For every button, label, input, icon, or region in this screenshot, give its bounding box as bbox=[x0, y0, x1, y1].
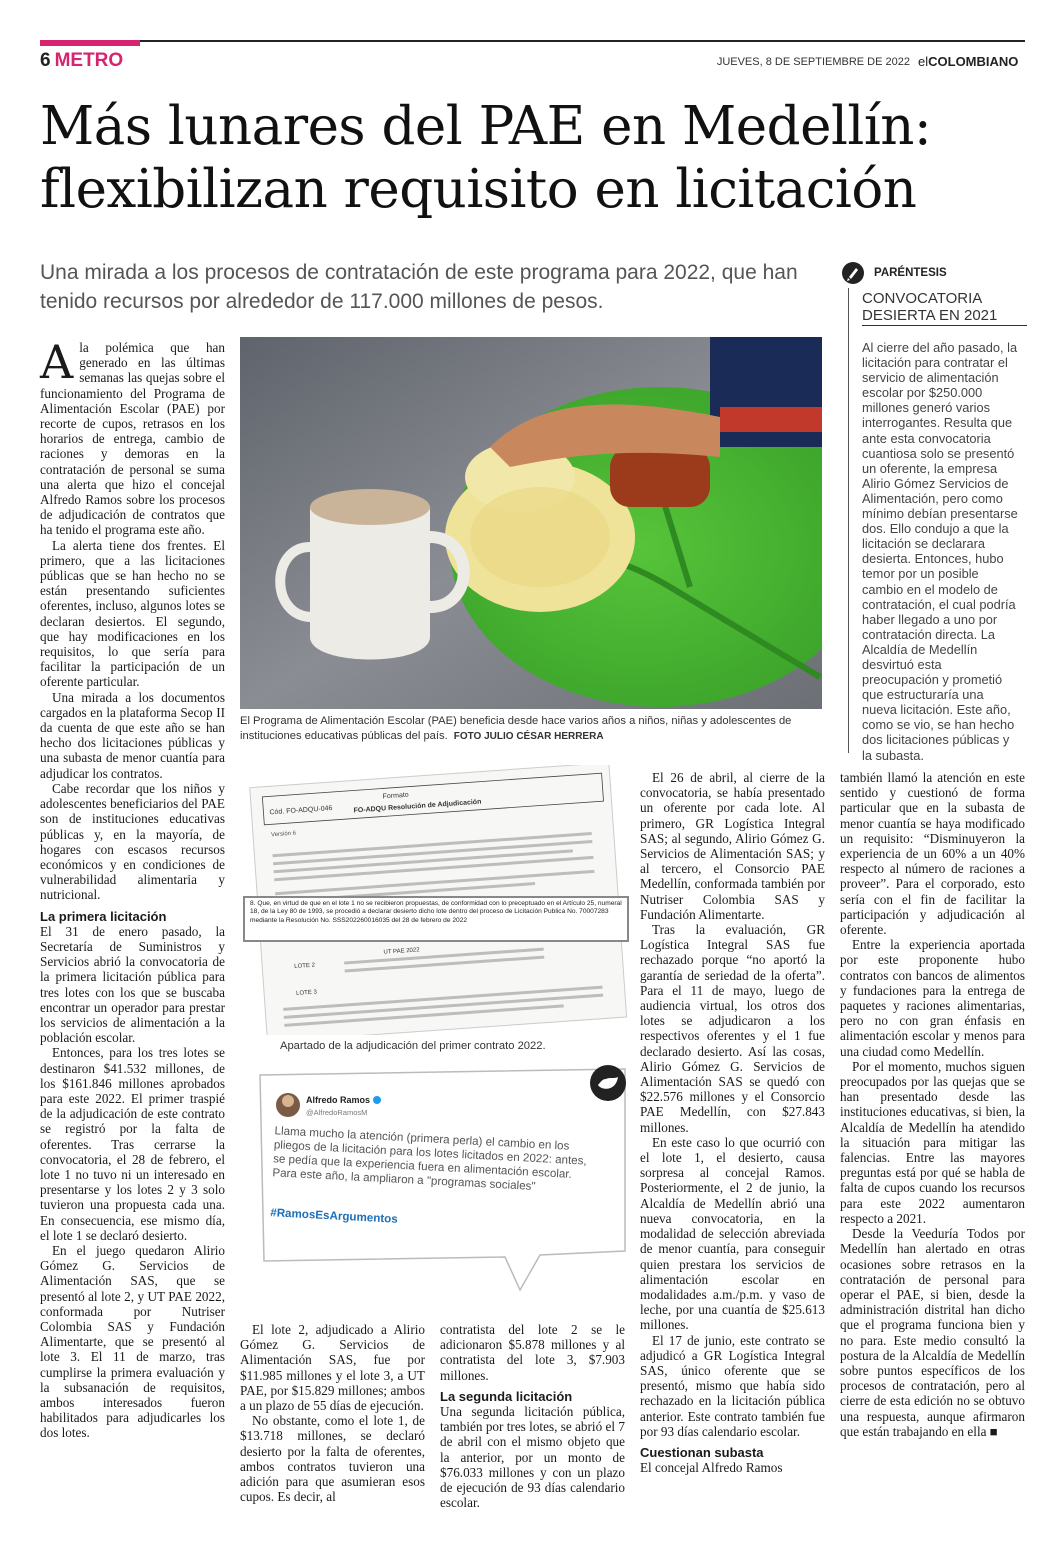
paragraph: El 31 de enero pasado, la Secretaría de Suministros y Servicios abrió la convocatoria de la primera licitación pública para tres lotes con los que se buscaba encontrar un operador para prestar los servicios de alimentación a la población escolar. bbox=[40, 923, 225, 1046]
subheading-first-tender: La primera licitación bbox=[40, 908, 167, 924]
section-accent-bar bbox=[40, 40, 140, 46]
deck: Una mirada a los procesos de contratación de este programa para 2022, que han tenido recursos por alrededor de 117.000 millones de pesos. bbox=[40, 261, 798, 313]
paragraph: Tras la evaluación, GR Logística Integral SAS fue rechazado porque “no aportó la garantía de seriedad de la oferta”. Para el 11 de mayo, luego de audiencia virtual, los otros dos lotes se adjudicaron a los respectivos oferentes y el 1 fue declarado desierto. Así las cosas, Alirio Gómez G. Servicios de Alimentación SAS se quedó con $22.576 millones y el Consorcio PAE Medellín, con $27.843 millones. bbox=[640, 922, 825, 1135]
school-meal-photo bbox=[240, 337, 822, 709]
document-excerpt-image bbox=[240, 765, 632, 1035]
article-column-3 bbox=[440, 1322, 625, 1510]
paragraph: El 26 de abril, al cierre de la convocatoria, se había presentado un oferente por cada lote. Al primero, GR Logística Integral SAS; al segundo, Alirio Gómez G. Servicios de Alimentación SAS; y al tercero, el Consorcio PAE Medellín, conformada también por Nutriser Colombia SAS y Fundación Alimentarte. bbox=[640, 770, 825, 922]
tweet-handle: @AlfredoRamosM bbox=[306, 1108, 368, 1117]
doc-version: Versión 6 bbox=[270, 830, 297, 839]
sidebar-label: PARÉNTESIS bbox=[874, 267, 947, 279]
sidebar-body: Al cierre del año pasado, la licitación para contratar el servicio de alimentación escolar por $250.000 millones generó varios interrogantes. Resulta que ante esta convocatoria cuantiosa solo se presentó un oferente, la empresa Alirio Gómez Servicios de Alimentación, pero como mínimo debían presentarse dos. Ello condujo a que la licitación se declarara desierta. Entonces, hubo temor por un posible cambio en el modelo de contratación, el cual podría haber llegado a uno por contratación directa. La Alcaldía de Medellín desvirtuó esta preocupación y prometió que estructuraría una nueva licitación. Este año, como se vio, se han hecho dos licitaciones públicas y la subasta. bbox=[862, 340, 1018, 763]
doc-format-name: FO-ADQU Resolución de Adjudicación bbox=[353, 798, 482, 815]
lead-text: la polémica que han generado en las últimas semanas las quejas sobre el funcionamiento del Programa de Alimentación Escolar (PAE) por recorte de cupos, retrasos en los horarios de entrega, cambio de raciones y demoras en la contratación de personal se suma una alerta que hizo el concejal Alfredo Ramos sobre los procesos de adjudicación de contratos que ha tenido el programa este año. bbox=[40, 340, 225, 538]
paragraph: contratista del lote 2 se le adicionaron $5.878 millones y al contratista del lote 3, $7.903 millones. bbox=[440, 1322, 625, 1383]
document-caption: Apartado de la adjudicación del primer contrato 2022. bbox=[280, 1040, 546, 1052]
sidebar-title-rule bbox=[862, 325, 1027, 326]
paragraph: Cabe recordar que los niños y adolescentes beneficiarios del PAE son de instituciones educativas públicas y, en la mayoría, de hogares con escasos recursos económicos y en condiciones de vulnerabilidad alimentaria y nutricional. bbox=[40, 780, 225, 903]
closing-text: Desde la Veeduría Todos por Medellín han alertado en otras ocasiones sobre retrasos en la contratación de personal para operar el PAE, si bien, desde la administración distrital han dicho que el programa funciona bien y no para. Este medio consultó la postura de la Alcaldía de Medellín sobre puntos específicos de los procesos de contratación, pero al cierre de esta edición no se obtuvo una respuesta, aunque afirmaron que están trabajando en ella bbox=[840, 1226, 1025, 1439]
page-number: 6 bbox=[40, 50, 51, 71]
newspaper-logo bbox=[918, 54, 1018, 69]
photo-caption bbox=[240, 714, 822, 744]
paragraph: En este caso lo que ocurrió con el lote 1, el desierto, causa sorpresa al concejal Ramos. Posteriormente, el 2 de junio, la Alcaldía de Medellín abrió una nueva convocatoria, en la modalidad de selección abreviada de menor cuantía, para conseguir quien prestara los servicios de alimentación escolar en modalidades a.m./p.m. y vaso de leche, por una cuantía de $25.613 millones. bbox=[640, 1134, 825, 1333]
paragraph: Una segunda licitación pública, también por tres lotes, se abrió el 7 de abril con el mismo objeto que la anterior, por un monto de $76.033 millones y con un plazo de ejecución de 93 días calendario escolar. bbox=[440, 1404, 625, 1511]
article-column-1 bbox=[40, 335, 225, 1441]
top-rule bbox=[40, 40, 1025, 42]
paragraph: En el juego quedaron Alirio Gómez G. Servicios de Alimentación SAS, que se presentó al lote 2, y UT PAE 2022, conformada por Nutriser Colombia SAS y Fundación Alimentarte, que se presentó al lote 3. El 11 de marzo, tras cumplirse la primera evaluación y la subsanación de requisitos, ambos interesados fueron habilitados para adjudicarles los dos lotes. bbox=[40, 1242, 225, 1441]
document-excerpt-graphic bbox=[240, 765, 632, 1035]
paragraph: también llamó la atención en este sentido y cuestionó de forma particular que en la subasta de menor cuantía se haya modificado un requisito: “Disminuyeron la experiencia de un 60% a un 40% respecto al número de raciones a proveer”. Para el corporado, esto sería con el fin de facilitar la participación y adjudicación al oferente. bbox=[840, 770, 1025, 938]
sidebar-rule bbox=[848, 288, 849, 753]
logo-el: el bbox=[918, 54, 929, 69]
paragraph: Una mirada a los documentos cargados en la plataforma Secop II da cuenta de que este año se han hecho dos licitaciones públicas y una subasta de menor cuantía para adjudicar los contratos. bbox=[40, 689, 225, 781]
verified-icon bbox=[373, 1096, 381, 1104]
sidebar-title: CONVOCATORIA DESIERTA EN 2021 bbox=[862, 290, 998, 324]
paragraph: No obstante, como el lote 1, de $13.718 millones, se declaró desierto por la falta de oferentes, ambos contratos tuvieron una adición para que asumieran esos cupos. Es decir, al bbox=[240, 1413, 425, 1505]
doc-highlight-text: 8. Que, en virtud de que en el lote 1 no se recibieron propuestas, de conformidad con lo preceptuado en el Artículo 25, numeral 18, de la Ley 80 de 1993, se procedió a declarar desierto dicho lote dentro del proceso de Licitación Publica No. 70007283 mediante la Resolución No. SSS202260016035 del 28 de febrero de 2022 bbox=[250, 900, 622, 924]
paragraph: La alerta tiene dos frentes. El primero, que a las licitaciones públicas que se han hecho no se están presentando suficientes oferentes, incluso, algunos lotes se declaran desiertos. El segundo, que hay modificaciones en los requisitos, lo que sería para facilitar la participación de un oferente particular. bbox=[40, 537, 225, 690]
issue-date: JUEVES, 8 DE SEPTIEMBRE DE 2022 bbox=[716, 56, 910, 68]
lead-paragraph bbox=[40, 335, 225, 538]
article-column-2 bbox=[240, 1322, 425, 1504]
paragraph: Entonces, para los tres lotes se destinaron $41.532 millones, de los $161.846 millones aprobados para este 2022. El primer traspié de la adjudicación de este contrato se registró por la falta de oferentes. Tras cerrarse la convocatoria, el 28 de febrero, el lote 1 no tuvo ni un interesado en presentarse y los lotes 2 y 3 solo tuvieron una propuesta cada una. En consecuencia, ese mismo día, el lote 1 se declaró desierto. bbox=[40, 1045, 225, 1243]
doc-code: Cód. FO-ADQU-046 bbox=[269, 805, 333, 817]
photo-illustration bbox=[240, 337, 822, 709]
subheading-auction: Cuestionan subasta bbox=[640, 1444, 764, 1460]
paragraph: El 17 de junio, este contrato se adjudicó a GR Logística Integral SAS, único oferente que se presentó, mismo que había sido rechazado en la licitación pública anterior. Este contrato también fue por 93 días calendario escolar. bbox=[640, 1332, 825, 1439]
doc-lot2: LOTE 2 bbox=[294, 962, 316, 971]
subheading-second-tender: La segunda licitación bbox=[440, 1388, 573, 1404]
article-column-4 bbox=[640, 770, 825, 1475]
paragraph bbox=[840, 1226, 1025, 1439]
doc-format-label: Formato bbox=[382, 791, 409, 801]
paragraph: Por el momento, muchos siguen preocupados por las quejas que se han presentado desde las instituciones educativas, si bien, la Alcaldía de Medellín ha atendido la situación para mitigar las falencias. Entre las mayores preguntas está por qué se habla de falta de cupos cuando los recursos para este 2022 aumentaron respecto a 2021. bbox=[840, 1058, 1025, 1226]
doc-lot3: LOTE 3 bbox=[296, 989, 318, 997]
paragraph: Entre la experiencia aportada por este proponente hubo contratos con bancos de alimentos y fundaciones para la entrega de paquetes y raciones alimentarias, pero no con gran énfasis en alimentación escolar y menos para una ciudad como Medellín. bbox=[840, 937, 1025, 1059]
tweet-graphic bbox=[240, 1065, 635, 1297]
paragraph: El concejal Alfredo Ramos bbox=[640, 1460, 783, 1476]
tweet-card bbox=[240, 1065, 635, 1297]
logo-name: COLOMBIANO bbox=[928, 54, 1019, 69]
paragraph: El lote 2, adjudicado a Alirio Gómez G. Servicios de Alimentación SAS, fue por $11.985 millones y el lote 3, a UT PAE, por $15.829 millones; ambos a un plazo de 55 días de ejecución. bbox=[240, 1322, 425, 1414]
end-mark: ■ bbox=[989, 1423, 998, 1439]
section-label: METRO bbox=[54, 50, 124, 71]
drop-cap: A bbox=[40, 335, 74, 389]
tweet-hashtag: #RamosEsArgumentos bbox=[269, 1206, 399, 1226]
tweet-text: Llama mucho la atención (primera perla) el cambio en los pliegos de la licitación para los lotes licitados en 2022: antes, se pedía que la experiencia fuera en alimentación escolar. Para este año, la ampliaron a "programas sociales" bbox=[272, 1124, 588, 1193]
pen-icon bbox=[842, 262, 864, 284]
photo-credit: FOTO JULIO CÉSAR HERRERA bbox=[453, 731, 604, 742]
headline: Más lunares del PAE en Medellín: flexibilizan requisito en licitación bbox=[40, 96, 932, 220]
article-column-5 bbox=[840, 770, 1025, 1439]
photo-caption-text: El Programa de Alimentación Escolar (PAE) beneficia desde hace varios años a niños, niñas y adolescentes de instituciones educativas públicas del país. bbox=[240, 715, 792, 742]
section-header bbox=[40, 50, 123, 72]
doc-ut: UT PAE 2022 bbox=[383, 947, 420, 956]
tweet-author-name: Alfredo Ramos bbox=[306, 1095, 371, 1105]
